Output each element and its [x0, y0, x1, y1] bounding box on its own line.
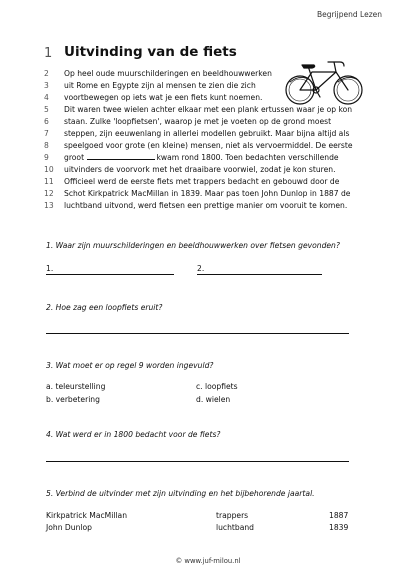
answer-2-label: 2. [197, 264, 205, 273]
inventor-item[interactable]: Kirkpatrick MacMillan [46, 511, 128, 520]
question-3: 3. Wat moet er op regel 9 worden ingevuld? [46, 361, 214, 370]
fill-in-blank[interactable] [87, 152, 155, 160]
year-item[interactable]: 1839 [329, 523, 349, 532]
answer-1-line[interactable] [46, 274, 174, 275]
invention-item[interactable]: trappers [216, 511, 249, 520]
question-5: 5. Verbind de uitvinder met zijn uitvinding en het bijbehorende jaartal. [46, 489, 315, 498]
question-2: 2. Hoe zag een loopfiets eruit? [46, 303, 163, 312]
bicycle-icon [284, 56, 364, 108]
answer-1-label: 1. [46, 264, 54, 273]
answer-line[interactable] [46, 333, 349, 334]
option-d[interactable]: d. wielen [196, 395, 231, 404]
question-1: 1. Waar zijn muurschilderingen en beeldhouwwerken over fietsen gevonden? [46, 241, 340, 250]
option-b[interactable]: b. verbetering [46, 395, 100, 404]
header-subject: Begrijpend Lezen [316, 10, 382, 19]
inventor-item[interactable]: John Dunlop [46, 523, 92, 532]
option-c[interactable]: c. loopfiets [196, 382, 238, 391]
answer-line[interactable] [46, 461, 349, 462]
title-line-number: 1 [44, 46, 53, 61]
page-title: Uitvinding van de fiets [64, 44, 237, 60]
answer-2-line[interactable] [197, 274, 322, 275]
footer-copyright: © www.juf-milou.nl [175, 557, 241, 565]
option-a[interactable]: a. teleurstelling [46, 382, 106, 391]
question-4: 4. Wat werd er in 1800 bedacht voor de fiets? [46, 430, 221, 439]
year-item[interactable]: 1887 [329, 511, 349, 520]
invention-item[interactable]: luchtband [216, 523, 254, 532]
